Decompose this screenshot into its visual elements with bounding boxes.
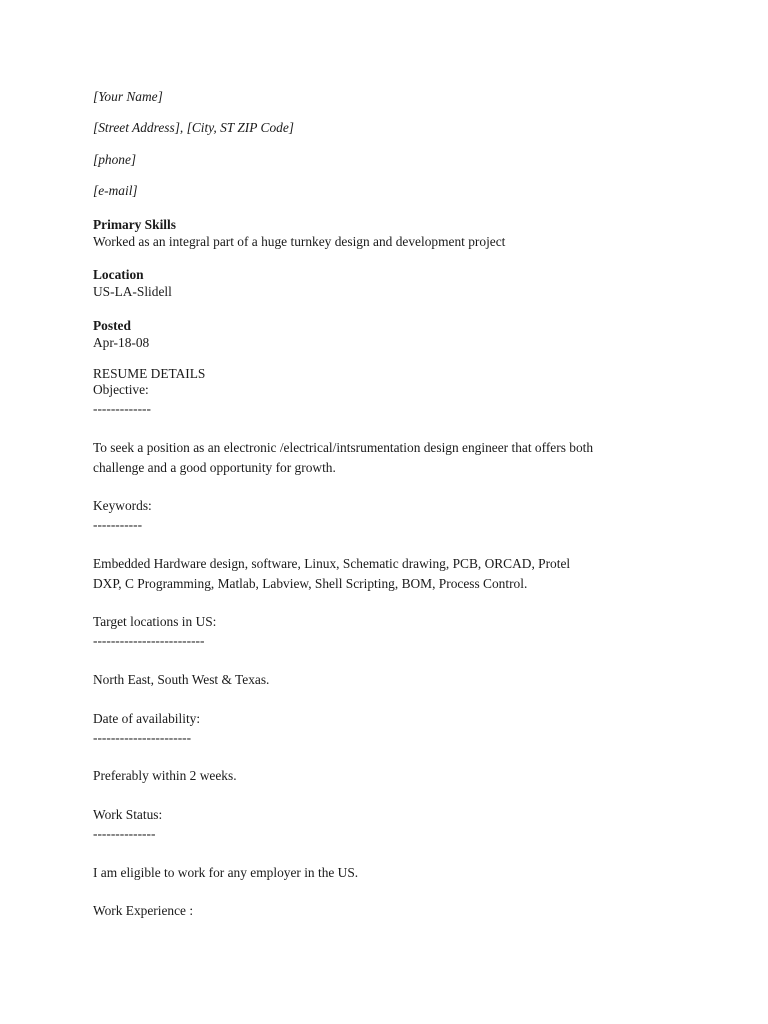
keywords-text-line-2: DXP, C Programming, Matlab, Labview, Shell Scripting, BOM, Process Control. [93,576,528,591]
objective-text-line-2: challenge and a good opportunity for growth. [93,460,336,475]
location-value: US-LA-Slidell [93,284,172,299]
keywords-rule: ----------- [93,517,143,532]
street-address-placeholder: [Street Address], [City, ST ZIP Code] [93,120,295,135]
location-label: Location [93,267,144,282]
work-status-rule: -------------- [93,826,156,841]
work-experience-heading: Work Experience : [93,903,194,918]
objective-heading: Objective: [93,382,149,397]
resume-details-title: RESUME DETAILS [93,366,206,381]
keywords-text-line-1: Embedded Hardware design, software, Linux, Schematic drawing, PCB, ORCAD, Protel [93,556,571,571]
target-locations-text: North East, South West & Texas. [93,672,270,687]
objective-rule: ------------- [93,401,151,416]
work-status-heading: Work Status: [93,807,163,822]
phone-placeholder: [phone] [93,152,137,167]
email-placeholder: [e-mail] [93,183,138,198]
availability-rule: ---------------------- [93,730,192,745]
target-locations-heading: Target locations in US: [93,614,217,629]
posted-value: Apr-18-08 [93,335,150,350]
work-status-text: I am eligible to work for any employer in the US. [93,865,359,880]
posted-label: Posted [93,318,131,333]
primary-skills-label: Primary Skills [93,217,176,232]
availability-heading: Date of availability: [93,711,201,726]
keywords-heading: Keywords: [93,498,152,513]
primary-skills-value: Worked as an integral part of a huge turnkey design and development project [93,234,506,249]
your-name-placeholder: [Your Name] [93,89,163,104]
target-locations-rule: ------------------------- [93,633,205,648]
availability-text: Preferably within 2 weeks. [93,768,237,783]
objective-text-line-1: To seek a position as an electronic /electrical/intsrumentation design engineer that offers both [93,440,594,455]
